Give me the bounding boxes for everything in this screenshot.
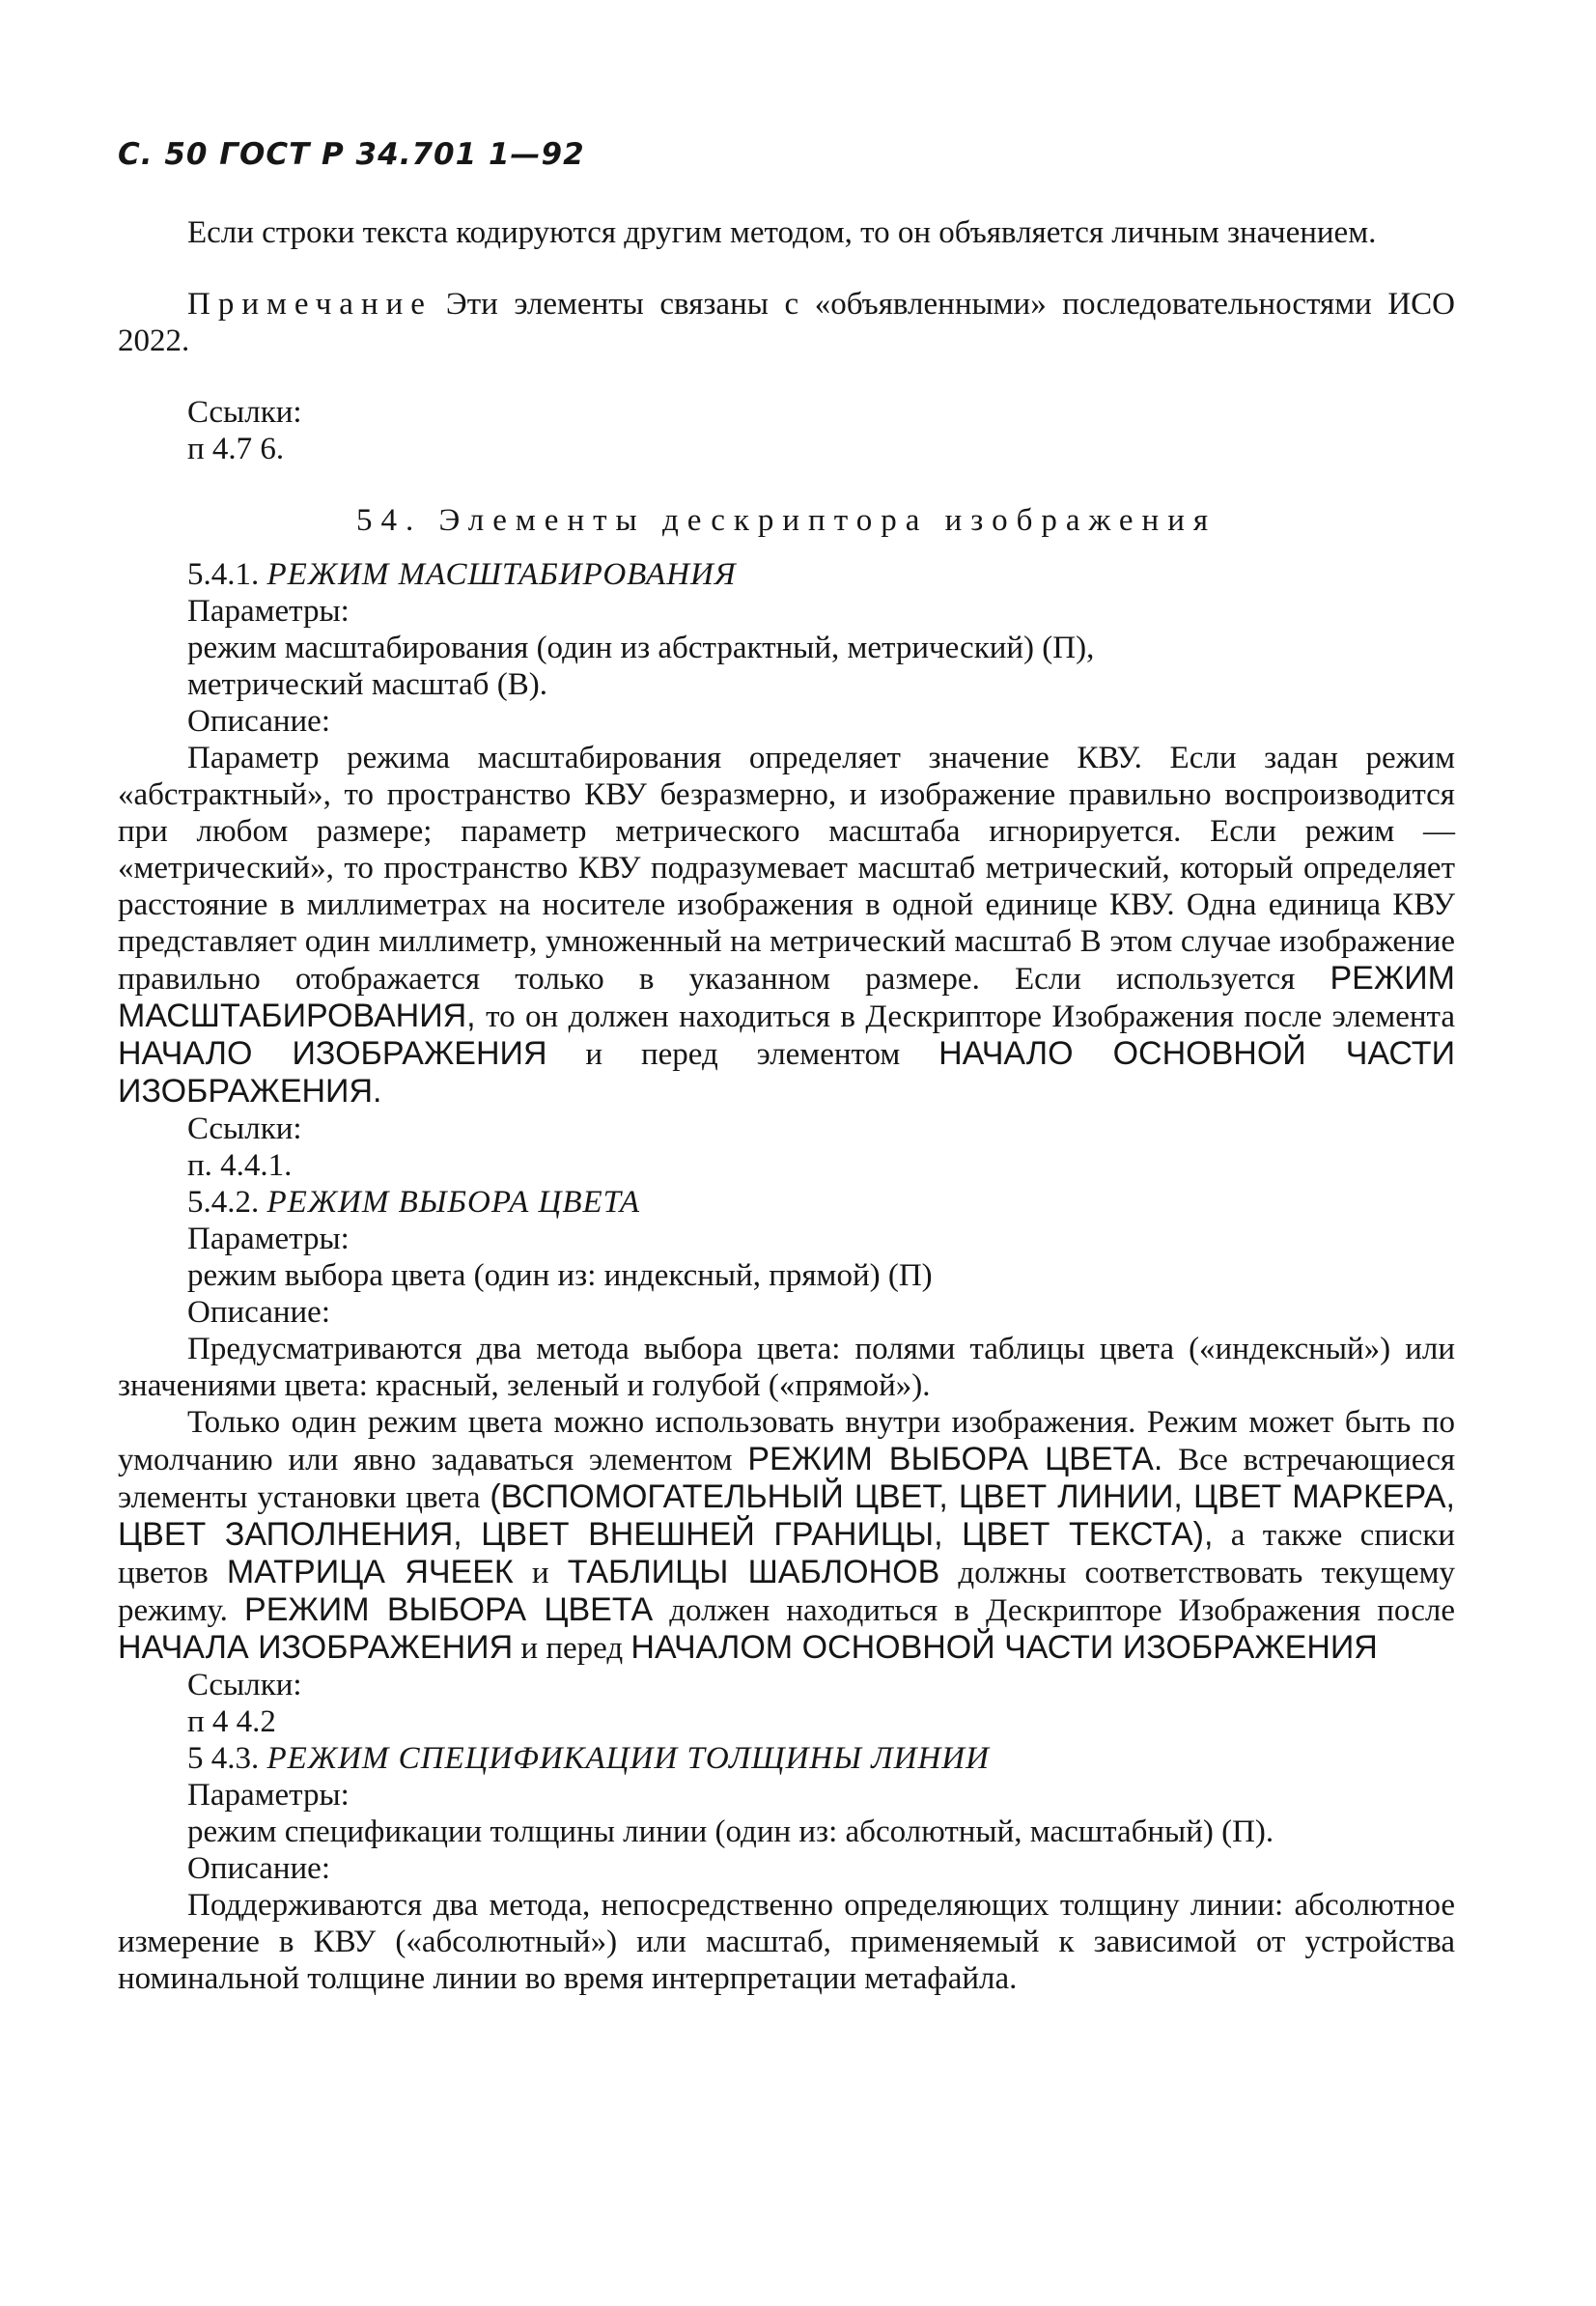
- subsection-542-name: РЕЖИМ ВЫБОРА ЦВЕТА: [266, 1185, 641, 1220]
- element-term: (ВСПОМОГАТЕЛЬНЫЙ ЦВЕТ, ЦВЕТ ЛИНИИ, ЦВЕТ МАРКЕРА, ЦВЕТ ЗАПОЛНЕНИЯ, ЦВЕТ ВНЕШНЕЙ ГРАНИЦЫ, ЦВЕТ ТЕКСТА),: [118, 1478, 1455, 1553]
- refs-label: Ссылки:: [187, 1668, 302, 1702]
- description-text: Только один режим цвета можно использовать внутри изображения. Режим может быть по умолчанию или явно задаваться элементом: [118, 1405, 1455, 1477]
- description-text: должны соответствовать текущему режиму.: [118, 1556, 1456, 1628]
- description-paragraph: [118, 740, 1455, 1111]
- subsection-541-name: РЕЖИМ МАСШТАБИРОВАНИЯ: [266, 557, 737, 592]
- page-header: С. 50 ГОСТ Р 34.701 1—92: [118, 137, 585, 172]
- description-label: Описание:: [187, 704, 330, 739]
- element-term: НАЧАЛО ОСНОВНОЙ ЧАСТИ ИЗОБРАЖЕНИЯ.: [118, 1035, 1456, 1110]
- params-label: Параметры:: [187, 1778, 350, 1813]
- section-title: 54. Элементы дескриптора изображения: [355, 503, 1218, 538]
- refs-value: п. 4.4.1.: [187, 1148, 293, 1183]
- subsection-541-heading: [187, 556, 1455, 593]
- params-label: Параметры:: [187, 594, 350, 629]
- subsection-543-heading: [187, 1740, 1455, 1777]
- element-term: НАЧАЛОМ ОСНОВНОЙ ЧАСТИ ИЗОБРАЖЕНИЯ: [630, 1629, 1378, 1666]
- subsection-543-number: 5 4.3.: [187, 1741, 260, 1776]
- subsection-542-number: 5.4.2.: [187, 1185, 260, 1220]
- description-text: и перед элементом: [585, 1037, 901, 1072]
- description-text: и перед: [520, 1631, 624, 1666]
- description-text: Все встречающиеся элементы установки цвета: [118, 1443, 1456, 1515]
- description-text: а также списки цветов: [118, 1518, 1455, 1590]
- description-text: и: [531, 1556, 549, 1590]
- param-line: режим спецификации толщины линии (один из: абсолютный, масштабный) (П).: [187, 1814, 1274, 1849]
- element-term: РЕЖИМ МАСШТАБИРОВАНИЯ,: [118, 960, 1455, 1034]
- intro-paragraph: Если строки текста кодируются другим методом, то он объявляется личным значением.: [187, 215, 1377, 250]
- note-text: Эти элементы связаны с «объявленными» последовательностями ИСО 2022.: [118, 287, 1455, 358]
- description-text: то он должен находиться в Дескрипторе Изображения после элемента: [486, 999, 1455, 1034]
- element-term: МАТРИЦА ЯЧЕЕК: [226, 1554, 514, 1590]
- params-label: Параметры:: [187, 1222, 350, 1256]
- subsection-541-number: 5.4.1.: [187, 557, 260, 592]
- page-content: [118, 214, 1455, 1997]
- element-term: РЕЖИМ ВЫБОРА ЦВЕТА: [244, 1591, 654, 1628]
- param-line: режим масштабирования (один из абстрактный, метрический) (П),: [187, 631, 1095, 665]
- description-label: Описание:: [187, 1851, 330, 1886]
- refs-label: Ссылки:: [187, 395, 302, 430]
- refs-value: п 4 4.2: [187, 1704, 276, 1739]
- element-term: НАЧАЛО ИЗОБРАЖЕНИЯ: [118, 1035, 547, 1072]
- refs-label: Ссылки:: [187, 1111, 302, 1146]
- subsection-543-name: РЕЖИМ СПЕЦИФИКАЦИИ ТОЛЩИНЫ ЛИНИИ: [266, 1741, 990, 1776]
- description-text: Параметр режима масштабирования определяет значение КВУ. Если задан режим «абстрактный», то пространство КВУ безразмерно, и изображение правильно воспроизводится при любом размере; параметр метрического масштаба игнорируется. Если режим — «метрический», то пространство КВУ подразумевает масштаб метрический, который определяет расстояние в миллиметрах на носителе изображения в одной единице КВУ. Одна единица КВУ представляет один миллиметр, умноженный на метрический масштаб В этом случае изображение правильно отображается только в указанном размере. Если используется: [118, 741, 1455, 997]
- description-label: Описание:: [187, 1295, 330, 1330]
- element-term: НАЧАЛА ИЗОБРАЖЕНИЯ: [118, 1629, 514, 1666]
- subsection-542-heading: [187, 1184, 1455, 1221]
- param-line: метрический масштаб (В).: [187, 667, 547, 702]
- refs-value: п 4.7 6.: [187, 432, 285, 466]
- note-label: Примечание: [187, 287, 433, 322]
- element-term: РЕЖИМ ВЫБОРА ЦВЕТА.: [747, 1441, 1163, 1477]
- description-text: должен находиться в Дескрипторе Изображения после: [669, 1593, 1456, 1628]
- description-paragraph: Предусматриваются два метода выбора цвета: полями таблицы цвета («индексный») или значениями цвета: красный, зеленый и голубой («прямой»).: [118, 1332, 1455, 1403]
- element-term: ТАБЛИЦЫ ШАБЛОНОВ: [567, 1554, 940, 1590]
- description-paragraph: [118, 1404, 1455, 1667]
- note-paragraph: [118, 286, 1455, 359]
- description-paragraph: Поддерживаются два метода, непосредственно определяющих толщину линии: абсолютное измерение в КВУ («абсолютный») или масштаб, применяемый к зависимой от устройства номинальной толщине линии во время интерпретации метафайла.: [118, 1888, 1455, 1996]
- param-line: режим выбора цвета (один из: индексный, прямой) (П): [187, 1258, 933, 1293]
